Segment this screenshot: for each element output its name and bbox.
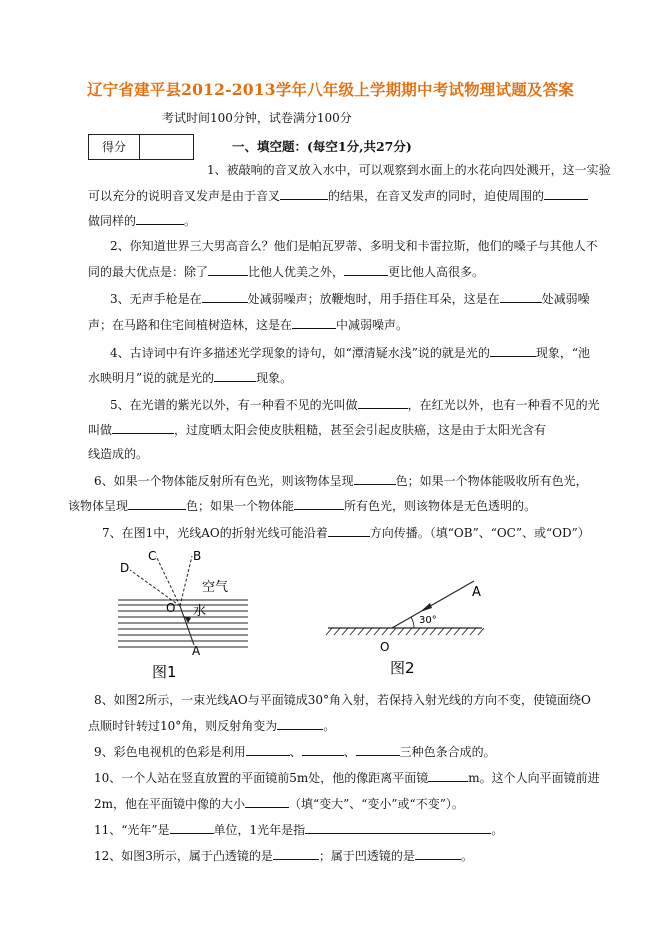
answer-blank[interactable] (280, 187, 328, 200)
question-text: 同的最大优点是：除了 (88, 265, 209, 279)
question-text: 声；在马路和住宅间植树造林，这是在 (88, 318, 293, 332)
question-text: 所有色光，则该物体是无色透明的。 (344, 499, 537, 513)
question-text: 8、如图2所示，一束光线AO与平面镜成30°角入射，若保持入射光线的方向不变，使镜面绕O (94, 693, 591, 707)
question-text: 2、你知道世界三大男高音么？他们是帕瓦罗蒂、多明戈和卡雷拉斯，他们的嗓子与其他人不 (110, 239, 598, 253)
question-text: 、 (343, 745, 356, 759)
question-1-line-3 (88, 212, 196, 229)
question-text: 处减弱噪声；放鞭炮时，用手捂住耳朵，这是在 (247, 292, 500, 306)
question-text: 可以充分的说明音叉发声是由于音叉 (88, 189, 281, 203)
question-2-line-1 (110, 238, 598, 254)
question-text: 线造成的。 (88, 447, 149, 461)
question-text: 叫做 (88, 423, 113, 437)
fig1-label-c: C (148, 549, 157, 563)
question-8-line-1 (94, 692, 591, 708)
question-5-line-1 (110, 396, 600, 413)
answer-blank[interactable] (328, 524, 370, 537)
answer-blank[interactable] (208, 263, 248, 276)
question-text: 更比他人高很多。 (388, 265, 485, 279)
question-text: 单位，1光年是指 (213, 823, 306, 837)
question-10-line-2 (94, 795, 464, 812)
answer-blank[interactable] (302, 743, 344, 756)
fig2-caption: 图2 (390, 659, 415, 677)
question-text: 。 (184, 214, 197, 228)
score-box (88, 134, 194, 160)
question-text: 三种色条合成的。 (399, 745, 496, 759)
score-field[interactable] (140, 135, 193, 159)
answer-blank[interactable] (428, 769, 468, 782)
question-text: 9、彩色电视机的色彩是利用 (94, 745, 246, 759)
question-text: 12、如图3所示，属于凸透镜的是 (94, 849, 273, 863)
question-text: 做同样的 (88, 214, 137, 228)
question-text: 。 (323, 719, 336, 733)
question-text: 3、无声手枪是在 (110, 292, 202, 306)
question-text: 现象，“池 (535, 346, 591, 360)
fig1-label-water: 水 (193, 604, 207, 619)
answer-blank[interactable] (214, 369, 256, 382)
score-label: 得分 (89, 135, 140, 159)
question-text: 方向传播。（填“OB”、“OC”、或“OD”） (369, 526, 590, 540)
question-text: 、 (289, 745, 302, 759)
answer-blank[interactable] (112, 421, 174, 434)
answer-blank[interactable] (273, 847, 319, 860)
question-7-line-1 (102, 524, 590, 541)
answer-blank[interactable] (415, 847, 461, 860)
answer-blank[interactable] (202, 290, 248, 303)
question-text: 处减弱噪 (541, 292, 590, 306)
answer-blank[interactable] (136, 212, 184, 225)
question-text: 5、在光谱的紫光以外，有一种看不见的光叫做 (110, 398, 358, 412)
answer-blank[interactable] (490, 344, 536, 357)
figure-2-svg (322, 572, 490, 680)
question-text: ；属于凹透镜的是 (318, 849, 415, 863)
answer-blank[interactable] (292, 316, 336, 329)
question-4-line-2 (88, 369, 292, 386)
question-1-text: 1、被敲响的音叉放入水中，可以观察到水面上的水花向四处溅开，这一实验 (207, 163, 611, 177)
fig1-label-d: D (120, 561, 130, 575)
question-6-line-1 (94, 472, 588, 489)
figure-1-refraction (108, 548, 258, 683)
question-text: 10、一个人站在竖直放置的平面镜前5m处，他的像距离平面镜 (94, 771, 429, 785)
question-text: 6、如果一个物体能反射所有色光，则该物体呈现 (94, 474, 354, 488)
answer-blank[interactable] (358, 396, 408, 409)
question-11-line-1 (94, 821, 503, 838)
question-10-line-1 (94, 769, 600, 786)
question-3-line-1 (110, 290, 590, 307)
question-2-line-2 (88, 263, 484, 280)
answer-blank[interactable] (294, 497, 344, 510)
question-4-line-1 (110, 344, 590, 361)
answer-blank[interactable] (544, 187, 588, 200)
question-text: 色；如果一个物体能吸收所有色光， (395, 474, 588, 488)
fig1-label-air: 空气 (202, 580, 229, 595)
question-8-line-2 (88, 717, 335, 734)
question-text: 的结果，在音叉发声的同时，迫使周围的 (328, 189, 545, 203)
answer-blank[interactable] (500, 290, 542, 303)
question-text: 该物体呈现 (68, 499, 129, 513)
question-12-line-1 (94, 847, 473, 864)
question-text: 色；如果一个物体能 (186, 499, 295, 513)
figure-1-svg (108, 548, 258, 683)
page-title: 辽宁省建平县2012-2013学年八年级上学期期中考试物理试题及答案 (86, 80, 574, 99)
question-text: 。 (491, 823, 504, 837)
question-text: 现象。 (256, 371, 293, 385)
fig1-caption: 图1 (152, 663, 177, 681)
answer-blank[interactable] (128, 497, 186, 510)
answer-blank[interactable] (277, 717, 323, 730)
question-text: 7、在图1中，光线AO的折射光线可能沿着 (102, 526, 328, 540)
question-text: 11、“光年”是 (94, 823, 170, 837)
fig1-label-a: A (192, 644, 201, 658)
fig2-label-a: A (472, 585, 481, 600)
question-text: 比他人优美之外， (248, 265, 345, 279)
question-text: 中减弱噪声。 (336, 318, 409, 332)
question-text: 2m，他在平面镜中像的大小 (94, 797, 246, 811)
question-1-line-2 (88, 187, 588, 204)
section-heading: 一、填空题：(每空1分,共27分) (232, 139, 412, 154)
figure-2-mirror (322, 572, 490, 680)
question-5-line-3 (88, 446, 148, 462)
question-5-line-2 (88, 421, 546, 438)
question-text: 。 (460, 849, 473, 863)
fig2-angle-label: 30° (419, 615, 437, 626)
answer-blank[interactable] (245, 795, 289, 808)
question-text: 4、古诗词中有许多描述光学现象的诗句，如“潭清疑水浅”说的就是光的 (110, 346, 490, 360)
question-text: （填“变大”、“变小”或“不变”）。 (289, 797, 464, 811)
answer-blank[interactable] (305, 821, 491, 834)
exam-info: 考试时间100分钟，试卷满分100分 (162, 111, 352, 125)
question-6-line-2 (68, 497, 536, 514)
fig1-label-o: O (166, 601, 176, 615)
question-text: m。这个人向平面镜前进 (468, 771, 600, 785)
answer-blank[interactable] (356, 743, 400, 756)
answer-blank[interactable] (170, 821, 214, 834)
question-text: ，过度晒太阳会使皮肤粗糙，甚至会引起皮肤癌，这是由于太阳光含有 (174, 423, 547, 437)
question-1-line-1 (207, 162, 611, 178)
question-3-line-2 (88, 316, 408, 333)
fig1-label-b: B (193, 549, 202, 563)
question-text: 水映明月”说的就是光的 (88, 371, 215, 385)
answer-blank[interactable] (246, 743, 290, 756)
answer-blank[interactable] (344, 263, 388, 276)
fig2-label-o: O (380, 640, 390, 654)
answer-blank[interactable] (354, 472, 396, 485)
question-text: ，在红光以外，也有一种看不见的光 (407, 398, 600, 412)
question-9-line-1 (94, 743, 496, 760)
question-text: 点顺时针转过10°角，则反射角变为 (88, 719, 278, 733)
